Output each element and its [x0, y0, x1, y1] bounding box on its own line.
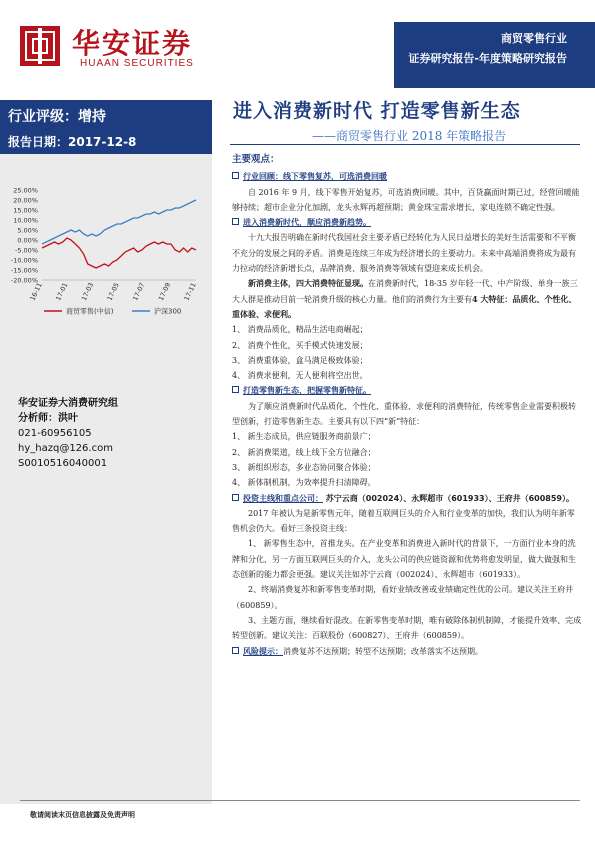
- list-item: 4、 新体制机制，为效率提升扫清障碍。: [232, 478, 376, 488]
- analyst-phone: 021-60956105: [18, 428, 92, 439]
- analyst-info: [18, 396, 118, 471]
- section-investment: [232, 491, 582, 506]
- list-item: 3、 新组织形态，多业态协同聚合体验；: [232, 462, 376, 472]
- report-date: 报告日期：2017-12-8: [8, 135, 137, 149]
- checkbox-icon: [232, 494, 239, 501]
- section-review-text: 自 2016 年 9 月，线下零售开始复苏，可选消费回暖。其中，百货赢面时期已过，经营回暖能够持续；超市企业分化加剧，龙头永辉再超预期；黄金珠宝需求增长，家电连锁不确定性强。: [232, 187, 580, 212]
- section-new-era-title: 进入消费新时代，顺应消费新趋势。: [243, 217, 371, 228]
- x-tick-label: 17-07: [131, 281, 147, 302]
- series-line-hs300: [42, 200, 196, 244]
- section-risk: [232, 644, 582, 659]
- section-investment-text: 2017 年被认为是新零售元年，随着互联网巨头的介入和行业变革的加快，我们认为明年新零售机会仍大。看好三条投资主线：: [232, 508, 575, 534]
- x-tick-label: 17-05: [105, 281, 121, 302]
- x-tick-label: 17-11: [182, 281, 198, 302]
- legend-label-retail: 商贸零售(中信): [66, 307, 114, 316]
- y-tick-label: -10.00%: [10, 256, 38, 265]
- header-band: [394, 22, 595, 88]
- section-risk-title: 风险提示：: [243, 645, 283, 656]
- section-new-era: [232, 215, 582, 230]
- industry-label: 商贸零售行业: [501, 32, 567, 45]
- y-tick-label: 25.00%: [13, 186, 38, 195]
- y-tick-label: 15.00%: [13, 206, 38, 215]
- y-tick-label: -20.00%: [10, 276, 38, 285]
- main-heading: 主要观点：: [232, 154, 280, 165]
- brand-name: 华安证券: [72, 27, 193, 60]
- section-ecosystem-text: 为了顺应消费新时代品质化、个性化、重体验、求便利的消费特征，传统零售企业需要积极转型创新，打造零售新生态。主要具有以下四“新”特征：: [232, 401, 576, 427]
- footer-divider: [20, 800, 580, 801]
- title-divider: [230, 144, 580, 145]
- section-review: [232, 169, 582, 184]
- checkbox-icon: [232, 386, 239, 393]
- x-tick-label: 17-09: [156, 281, 173, 302]
- list-item: 2、 新消费渠道，线上线下全方位融合；: [232, 447, 376, 457]
- report-title: 进入消费新时代 打造零售新生态: [233, 100, 521, 122]
- main-content: [232, 152, 582, 659]
- brand-name-en: HUAAN SECURITIES: [80, 58, 194, 69]
- performance-chart-svg: [0, 186, 212, 306]
- x-tick-label: 17-01: [54, 281, 70, 302]
- footer-disclaimer: 敬请阅读末页信息披露及免责声明: [30, 810, 135, 819]
- checkbox-icon: [232, 172, 239, 179]
- industry-rating: 行业评级：增持: [8, 109, 106, 125]
- section-ecosystem: [232, 383, 582, 398]
- investment-line-3: 3、主题方面，继续看好混改。在新零售变革时期，唯有破除体制机制障，才能提升效率、完成转型创新。建议关注：百联股份（600827）、王府井（600859）。: [232, 615, 582, 641]
- y-tick-label: -15.00%: [10, 266, 38, 275]
- investment-line-2: 2、终端消费复苏和新零售变革时期，看好业绩改善或业绩确定性优的公司。建议关注王府井（600859）。: [232, 585, 574, 610]
- report-header: [0, 0, 595, 100]
- x-tick-label: 17-03: [79, 281, 96, 302]
- x-tick-label: 16-11: [28, 281, 44, 302]
- series-line-retail: [42, 238, 196, 268]
- section-new-era-text-2: 新消费主体，四大消费特征显现。在消费新时代，18-35 岁年轻一代、中产阶级、单身一族三大人群是推动目前一轮消费升级的核心力量。他们的消费行为主要有4 大特征：品质化、个性化、重体验、求便利。: [232, 278, 578, 319]
- y-tick-label: -5.00%: [15, 246, 38, 255]
- section-investment-title: 投资主线和重点公司：: [243, 492, 323, 503]
- list-item: 1、 消费品质化，精品生活电商崛起；: [232, 325, 368, 335]
- report-subtitle: ——商贸零售行业 2018 年策略报告: [312, 129, 507, 143]
- list-item: 3、 消费重体验，盒马满足极致体验；: [232, 355, 368, 365]
- y-tick-label: 10.00%: [13, 216, 38, 225]
- section-new-era-text: 十九大报告明确在新时代我国社会主要矛盾已经转化为人民日益增长的美好生活需要和不平衡不充分的发展之间的矛盾。消费是连续三年成为经济增长的主要动力。未来中高端消费将成为最有力拉动的经济新增长点，品牌消费、服务消费等领域有望迎来成长机会。: [232, 233, 576, 274]
- analyst-team: 华安证券大消费研究组: [18, 398, 118, 409]
- y-tick-label: 0.00%: [17, 236, 38, 245]
- checkbox-icon: [232, 647, 239, 654]
- logo-icon: [20, 26, 60, 66]
- chart-legend: [0, 304, 212, 318]
- list-item: 2、 消费个性化，买手模式快速发展；: [232, 340, 368, 350]
- investment-line-1: 1、 新零售生态中，首推龙头。在产业变革和消费进入新时代的背景下，一方面行业本身的洗牌和分化，另一方面互联网巨头的介入，龙头公司的供应链资源和优势将愈发明显，做大做强和生态创新的能力都会更强。建议关注如苏宁云商（002024）、永辉超市（601933）。: [232, 539, 576, 580]
- legend-label-hs300: 沪深300: [154, 307, 182, 316]
- report-type-label: 证券研究报告-年度策略研究报告: [408, 52, 567, 65]
- analyst-name: 分析师：洪叶: [18, 413, 78, 424]
- checkbox-icon: [232, 218, 239, 225]
- analyst-email[interactable]: hy_hazq@126.com: [18, 443, 113, 454]
- analyst-license: S0010516040001: [18, 458, 108, 469]
- section-ecosystem-title: 打造零售新生态，把握零售新特征。: [243, 385, 371, 396]
- section-review-title: 行业回顾：线下零售复苏，可选消费回暖: [243, 171, 387, 182]
- rating-box: [0, 100, 212, 154]
- y-tick-label: 5.00%: [17, 226, 38, 235]
- key-companies: 苏宁云商（002024）、永辉超市（601933）、王府井（600859）。: [325, 493, 574, 503]
- y-tick-label: 20.00%: [13, 196, 38, 205]
- list-item: 4、 消费求便利，无人便利将空出世。: [232, 371, 368, 381]
- risk-text: 消费复苏不达预期；转型不达预期；改革落实不达预期。: [283, 646, 483, 656]
- list-item: 1、 新生态成员，供应链服务商前景广；: [232, 432, 376, 442]
